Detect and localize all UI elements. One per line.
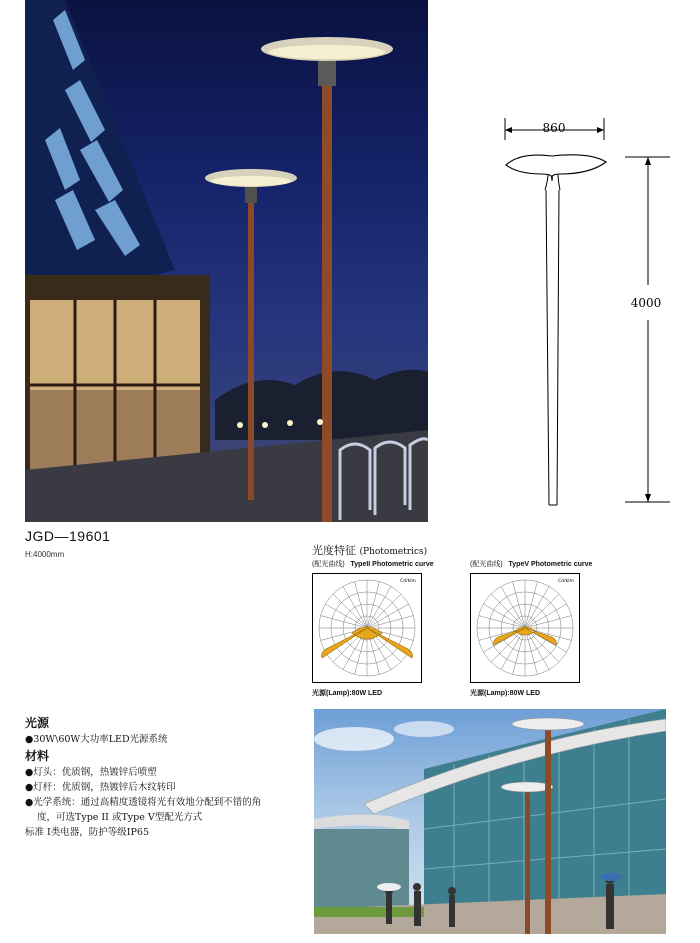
light-source-heading: 光源 bbox=[25, 716, 50, 730]
lamp-head-outline bbox=[506, 155, 606, 180]
width-dimension-label: 860 bbox=[542, 121, 566, 135]
curve-caption-type-v bbox=[470, 559, 592, 569]
photometrics-title-cn: 光度特征 bbox=[312, 544, 356, 557]
day-installation-photo bbox=[314, 709, 666, 934]
day-scene bbox=[314, 709, 666, 934]
curve-legend: Cd/klm bbox=[400, 579, 416, 584]
material-item-head: ●灯头：优质钢，热镀锌后喷塑 bbox=[25, 767, 157, 778]
curve-label-cn: (配光曲线) bbox=[470, 561, 503, 568]
curve-caption-type-ii bbox=[312, 559, 434, 569]
specifications bbox=[25, 714, 310, 840]
photometrics-title-en: (Photometrics) bbox=[359, 547, 428, 557]
pole-far bbox=[248, 185, 254, 500]
lamp-note-right: 光源(Lamp):80W LED bbox=[470, 690, 540, 697]
material-heading: 材料 bbox=[25, 749, 50, 763]
pole-outline bbox=[546, 190, 549, 505]
polar-chart-type-ii bbox=[312, 573, 422, 683]
material-item-optics: ●光学系统：通过高精度透镜将光有效地分配到不错的角 bbox=[25, 797, 262, 808]
lamp-note-left: 光源(Lamp):80W LED bbox=[312, 690, 382, 697]
pole-main-day bbox=[545, 729, 551, 934]
height-dimension-label: 4000 bbox=[630, 296, 662, 310]
curve-label-en: TypeII Photometric curve bbox=[350, 561, 434, 568]
curve-label-cn: (配光曲线) bbox=[312, 561, 345, 568]
standard-line: 标准 I类电器，防护等级IP65 bbox=[25, 827, 150, 838]
curve-legend: Cd/klm bbox=[558, 579, 574, 584]
light-source-item: ●30W\60W大功率LED光源系统 bbox=[25, 734, 168, 745]
dimension-drawing bbox=[490, 110, 690, 530]
night-scene bbox=[25, 0, 428, 522]
model-code: JGD—19601 bbox=[25, 528, 111, 544]
night-product-photo bbox=[25, 0, 428, 522]
curve-label-en: TypeV Photometric curve bbox=[508, 561, 593, 568]
pole-near bbox=[322, 80, 332, 522]
optics-continuation: 度，可选Type II 或Type V型配光方式 bbox=[37, 812, 203, 823]
height-spec: H:4000mm bbox=[25, 550, 65, 559]
photometrics-title bbox=[312, 542, 427, 558]
material-item-pole: ●灯杆：优质钢，热镀锌后木纹转印 bbox=[25, 782, 176, 793]
polar-chart-type-v bbox=[470, 573, 580, 683]
